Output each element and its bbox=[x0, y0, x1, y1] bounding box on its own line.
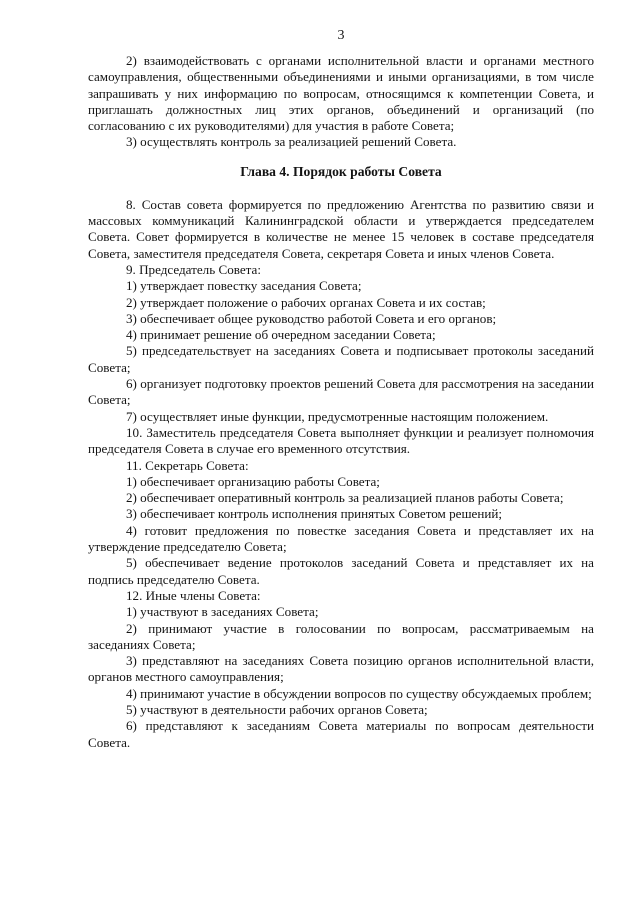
paragraph-12-item-5: 5) участвуют в деятельности рабочих органов Совета; bbox=[126, 701, 428, 717]
paragraph-9-item-2: 2) утверждает положение о рабочих органах Совета и их состав; bbox=[126, 294, 486, 310]
paragraph-11-item-1: 1) обеспечивает организацию работы Совета; bbox=[126, 473, 380, 489]
chapter-heading: Глава 4. Порядок работы Совета bbox=[240, 163, 442, 179]
paragraph-11-item-3: 3) обеспечивает контроль исполнения принятых Советом решений; bbox=[126, 506, 503, 522]
paragraph-12-item-2: 2) принимают участие в голосовании по вопросам, рассматриваемым на заседаниях Совета; bbox=[88, 620, 594, 652]
paragraph-9-item-6: 6) организует подготовку проектов решений Совета для рассмотрения на заседании Совета; bbox=[88, 376, 594, 408]
paragraph-9-item-4: 4) принимает решение об очередном заседании Совета; bbox=[126, 327, 436, 343]
paragraph-11-item-5: 5) обеспечивает ведение протоколов заседаний Совета и представляет их на подпись председателю Совета. bbox=[88, 555, 594, 587]
paragraph-10: 10. Заместитель председателя Совета выполняет функции и реализует полномочия председателя Совета в случае его временного отсутствия. bbox=[88, 424, 594, 457]
chapter-body bbox=[88, 197, 594, 751]
paragraph-12-item-3: 3) представляют на заседаниях Совета позицию органов исполнительной власти, органов местного самоуправления; bbox=[88, 653, 594, 685]
item-3-control: 3) осуществлять контроль за реализацией решений Совета. bbox=[126, 134, 457, 150]
paragraph-9-item-7: 7) осуществляет иные функции, предусмотренные настоящим положением. bbox=[126, 408, 549, 424]
paragraph-11-item-4: 4) готовит предложения по повестке заседания Совета и представляет их на утверждение председателю Совета; bbox=[88, 522, 594, 555]
paragraph-12-item-6: 6) представляют к заседаниям Совета материалы по вопросам деятельности Совета. bbox=[88, 718, 594, 750]
paragraph-9-item-3: 3) обеспечивает общее руководство работой Совета и его органов; bbox=[126, 310, 497, 326]
paragraph-12-heading: 12. Иные члены Совета: bbox=[126, 587, 261, 603]
paragraph-11-item-2: 2) обеспечивает оперативный контроль за реализацией планов работы Совета; bbox=[126, 490, 564, 506]
paragraph-9-heading: 9. Председатель Совета: bbox=[126, 261, 261, 277]
item-2-interact: 2) взаимодействовать с органами исполнительной власти и органами местного самоуправления, общественными объединениями и иными организациями, в том числе запрашивать у них информацию по вопросам, относящимся к компетенции Совета, и приглашать должностных лиц этих органов, объединений и организаций (по согласованию с их руководителями) для участия в работе Совета; bbox=[88, 53, 594, 134]
paragraph-8: 8. Состав совета формируется по предложению Агентства по развитию связи и массовых коммуникаций Калининградской области и утверждается председателем Совета. Совет формируется в количестве не менее 15 человек в составе председателя Совета, заместителя председателя Совета, секретаря Совета и иных членов Совета. bbox=[88, 196, 594, 261]
paragraph-12-item-1: 1) участвуют в заседаниях Совета; bbox=[126, 604, 319, 620]
paragraph-9-item-1: 1) утверждает повестку заседания Совета; bbox=[126, 278, 362, 294]
page-number: 3 bbox=[337, 28, 345, 43]
paragraph-11-heading: 11. Секретарь Совета: bbox=[126, 457, 249, 473]
paragraph-12-item-4: 4) принимают участие в обсуждении вопросов по существу обсуждаемых проблем; bbox=[126, 685, 592, 701]
paragraph-9-item-5: 5) председательствует на заседаниях Совета и подписывает протоколы заседаний Совета; bbox=[88, 343, 594, 375]
